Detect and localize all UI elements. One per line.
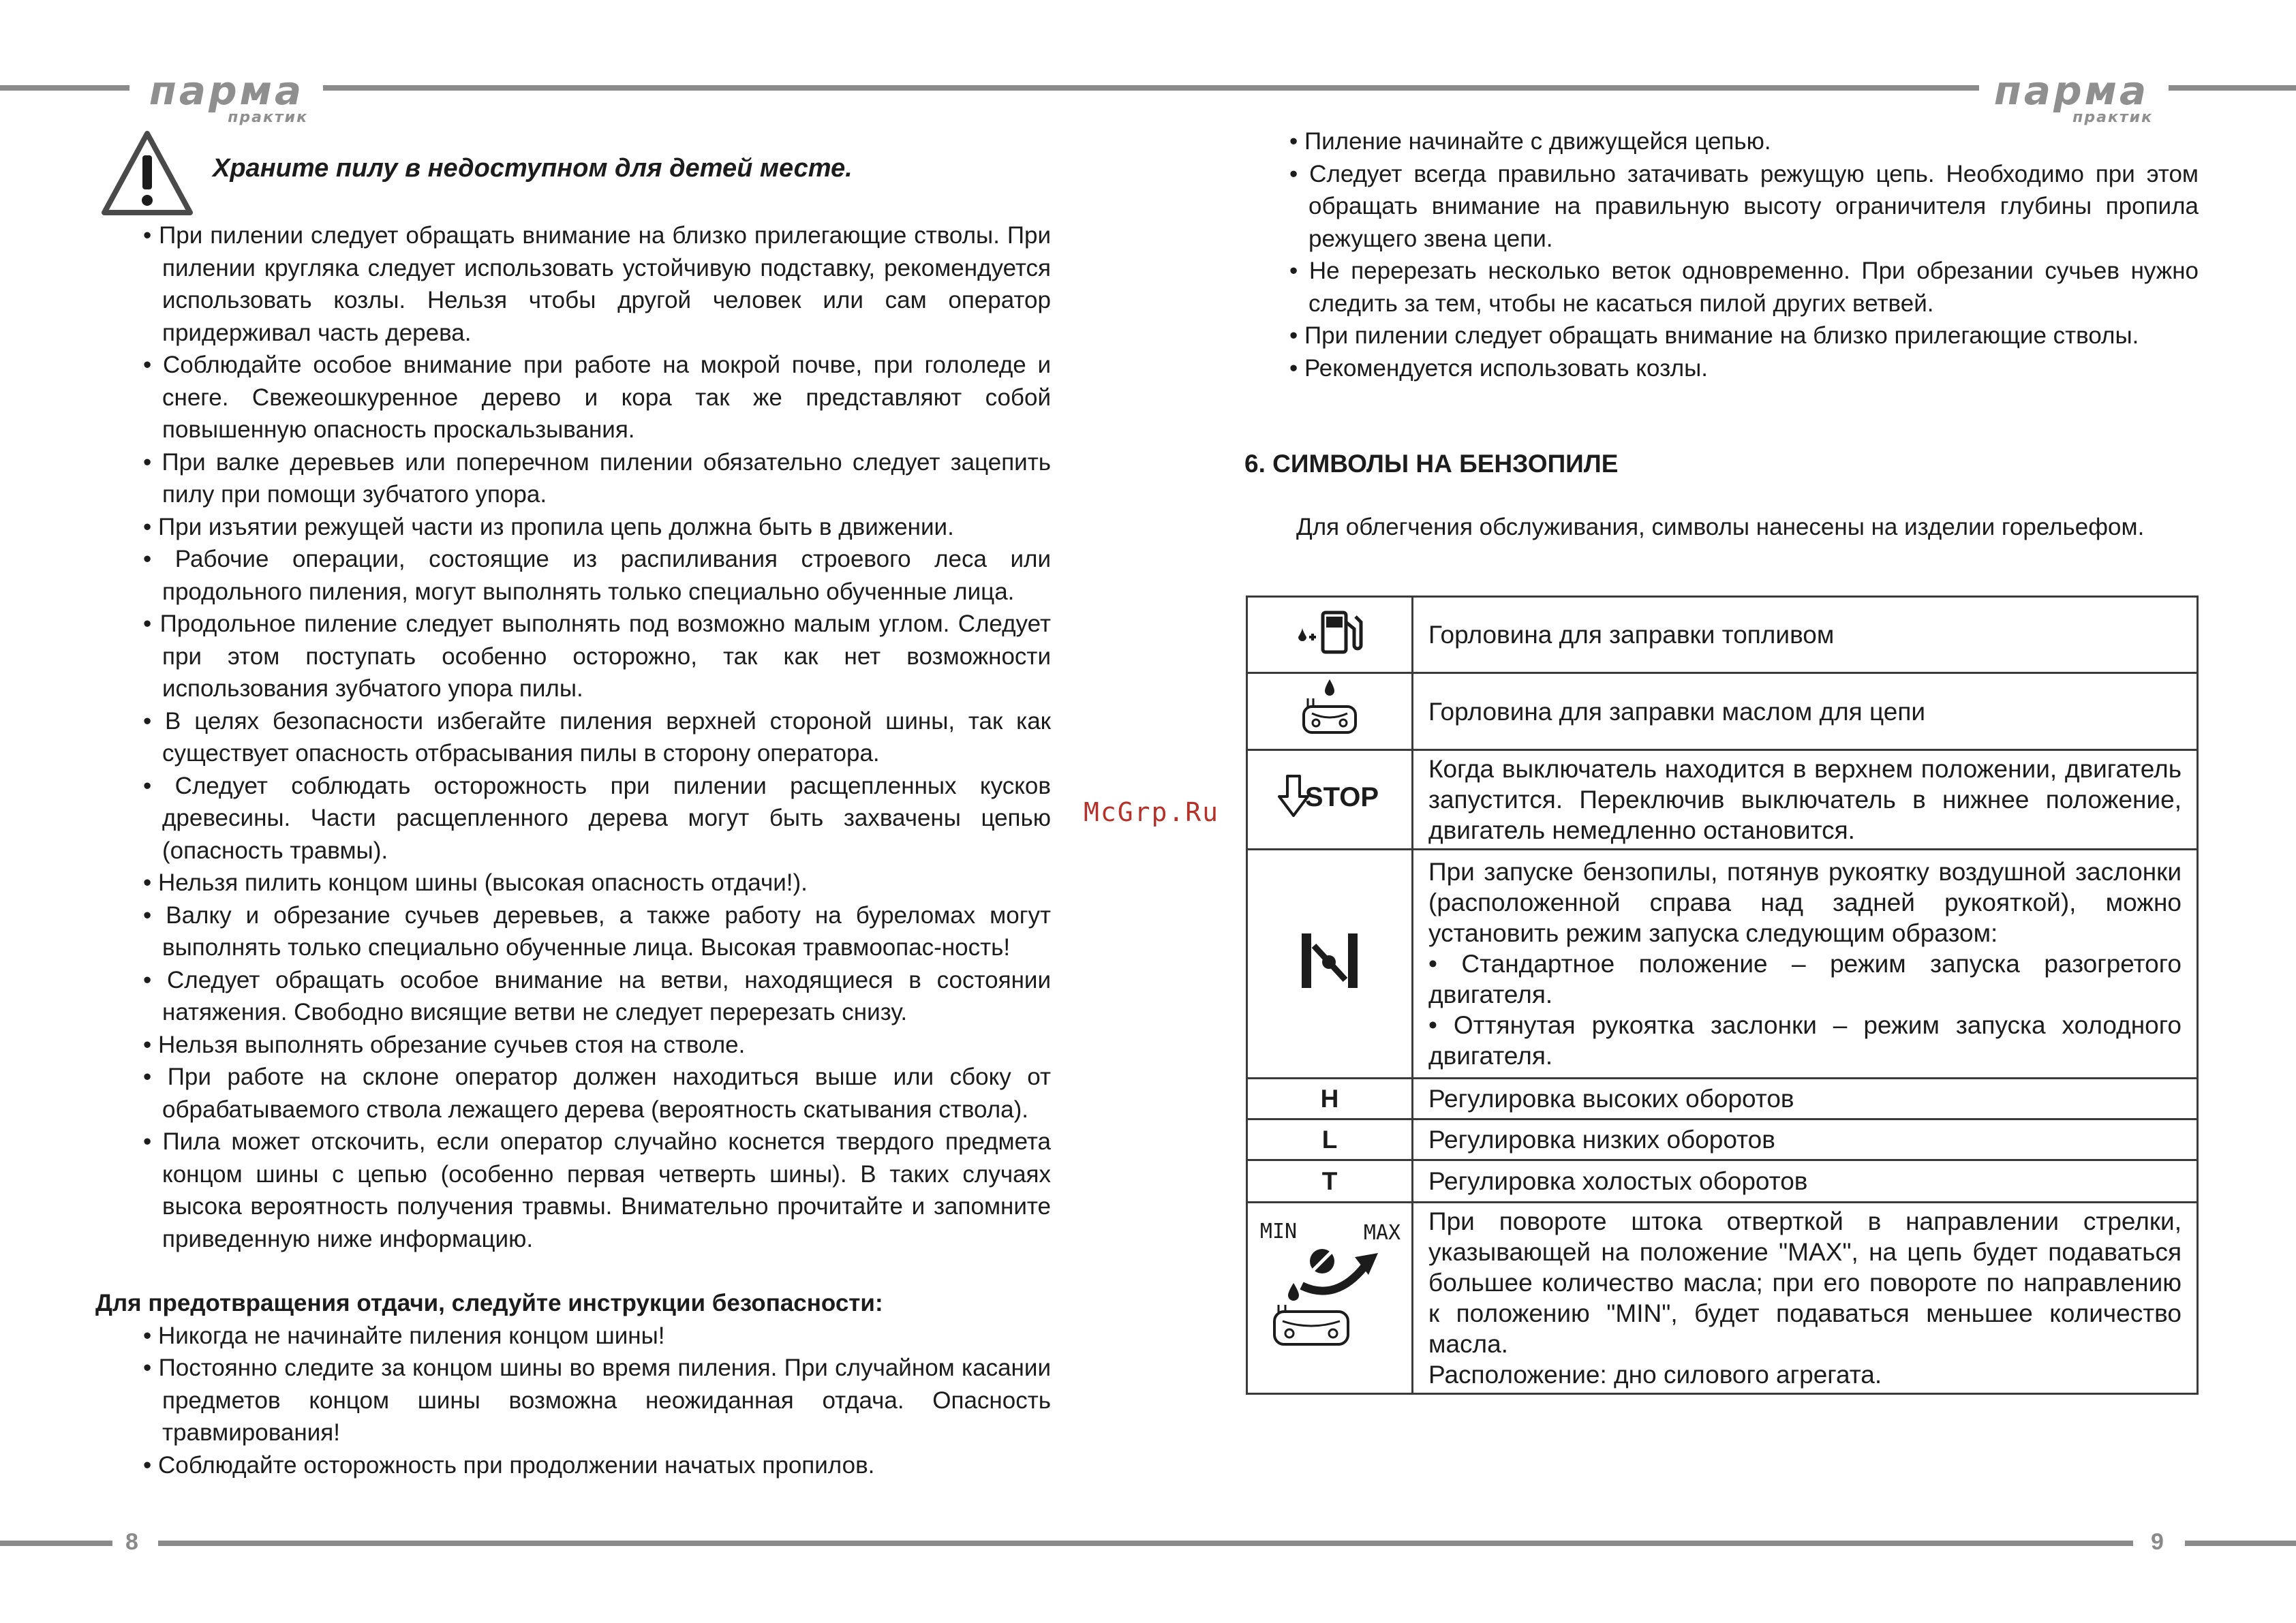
- list-item: • Продольное пиление следует выполнять под возможно малым углом. Следует при этом поступать особенно осторожно, так как нет возможности использования зубчатого упора пилы.: [143, 610, 1051, 702]
- list-item: • Соблюдайте осторожность при продолжении начатых пропилов.: [143, 1451, 875, 1479]
- section-title: 6. СИМВОЛЫ НА БЕНЗОПИЛЕ: [1244, 450, 1619, 478]
- symbol-description: Горловина для заправки маслом для цепи: [1413, 673, 2198, 750]
- warning-triangle-icon: [99, 128, 196, 221]
- svg-text:MAX: MAX: [1363, 1221, 1401, 1245]
- svg-text:MIN: MIN: [1259, 1220, 1298, 1243]
- list-item: • Не перерезать несколько веток одновременно. При обрезании сучьев нужно следить за тем, чтобы не касаться пилой других ветвей.: [1289, 258, 2199, 317]
- list-item: • Нельзя пилить концом шины (высокая опасность отдачи!).: [143, 869, 808, 896]
- header-rule-left-a: [0, 85, 129, 91]
- letter-h-symbol: H: [1247, 1079, 1413, 1119]
- list-item: • В целях безопасности избегайте пиления верхней стороной шины, так как существует опасность отбрасывания пилы в сторону оператора.: [143, 707, 1051, 767]
- header-rule-right: [2169, 85, 2296, 91]
- table-row: [1247, 1203, 2198, 1394]
- list-item: • Валку и обрезание сучьев деревьев, а также работу на буреломах могут выполнять только специально обученные лица. Высокая травмоопас-ность!: [143, 901, 1051, 961]
- list-item: • Никогда не начинайте пиления концом шины!: [143, 1322, 665, 1349]
- kickback-heading: Для предотвращения отдачи, следуйте инструкции безопасности:: [95, 1290, 883, 1316]
- list-item: • Пила может отскочить, если оператор случайно коснется твердого предмета концом шины с цепью (особенно первая четверть шины). В таких случаях высока вероятность получения травмы. Внимательно прочитайте и запомните приведенную ниже информацию.: [143, 1128, 1051, 1252]
- list-item: • При работе на склоне оператор должен находиться выше или сбоку от обрабатываемого ствола лежащего дерева (вероятность скатывания ствола).: [143, 1064, 1051, 1123]
- list-item: • Рекомендуется использовать козлы.: [1289, 354, 1709, 382]
- list-item: • Соблюдайте особое внимание при работе на мокрой почве, при гололеде и снеге. Свежеошкуренное дерево и кора так же представляют собой повышенную опасность проскальзывания.: [143, 352, 1051, 443]
- choke-icon: [1247, 850, 1413, 1079]
- table-row: [1247, 1119, 2198, 1160]
- left-column: [95, 219, 1051, 1481]
- page-number-right: 9: [2151, 1529, 2164, 1555]
- symbol-description: Когда выключатель находится в верхнем положении, двигатель запустится. Переключив выключатель в нижнее положение, двигатель немедленно остановится.: [1413, 750, 2198, 850]
- list-item: • Следует соблюдать осторожность при пилении расщепленных кусков древесины. Части расщепленного дерева могут быть захвачены цепью (опасность травмы).: [143, 772, 1051, 864]
- symbol-description: Регулировка низких оборотов: [1413, 1119, 2198, 1160]
- stop-switch-icon: [1247, 750, 1413, 850]
- header-rule-left-b: [323, 85, 1979, 91]
- footer-rule-left-a: [0, 1541, 112, 1546]
- footer-rule-left-b: [158, 1541, 2133, 1546]
- table-row: [1247, 673, 2198, 750]
- warning-text: Храните пилу в недоступном для детей месте.: [213, 154, 853, 183]
- table-row: [1247, 750, 2198, 850]
- list-item: • Пиление начинайте с движущейся цепью.: [1289, 128, 1771, 155]
- brand-logo-left: парма практик: [149, 67, 308, 126]
- list-item: • Нельзя выполнять обрезание сучьев стоя на стволе.: [143, 1031, 746, 1058]
- right-column: [1289, 125, 2199, 384]
- letter-t-symbol: T: [1247, 1160, 1413, 1203]
- footer-rule-right: [2185, 1541, 2296, 1546]
- watermark: McGrp.Ru: [1084, 797, 1220, 827]
- symbols-table: [1246, 596, 2199, 1395]
- fuel-pump-icon: [1247, 597, 1413, 673]
- list-item: • При пилении следует обращать внимание на близко прилегающие стволы.: [1289, 322, 2139, 349]
- list-item: • При валке деревьев или поперечном пилении обязательно следует зацепить пилу при помощи зубчатого упора.: [143, 448, 1051, 508]
- table-row: [1247, 1160, 2198, 1203]
- symbol-description: Горловина для заправки топливом: [1413, 597, 2198, 673]
- table-row: [1247, 1079, 2198, 1119]
- oil-adjust-icon: [1247, 1203, 1413, 1394]
- symbol-description: Регулировка высоких оборотов: [1413, 1079, 2198, 1119]
- page-number-left: 8: [125, 1529, 138, 1555]
- symbol-description: При повороте штока отверткой в направлении стрелки, указывающей на положение "MAX", на цепь будет подаваться большее количество масла; при его повороте по направлению к положению "MIN", будет подаваться меньшее количество масла. Расположение: дно силового агрегата.: [1413, 1203, 2198, 1394]
- brand-logo-right: парма практик: [1993, 67, 2153, 126]
- symbol-description: При запуске бензопилы, потянув рукоятку воздушной заслонки (расположенной справа над задней рукояткой), можно установить режим запуска следующим образом: • Стандартное положение – режим запуска разогретого двигателя. • Оттянутая рукоятка заслонки – режим запуска холодного двигателя.: [1413, 850, 2198, 1079]
- chain-oil-icon: [1247, 673, 1413, 750]
- list-item: • Постоянно следите за концом шины во время пиления. При случайном касании предметов концом шины возможна неожиданная отдача. Опасность травмирования!: [143, 1355, 1051, 1446]
- list-item: • Следует всегда правильно затачивать режущую цепь. Необходимо при этом обращать внимание на правильную высоту ограничителя глубины пропила режущего звена цепи.: [1289, 160, 2199, 252]
- list-item: • Рабочие операции, состоящие из распиливания строевого леса или продольного пиления, могут выполнять только специально обученные лица.: [143, 546, 1051, 605]
- section-intro: Для облегчения обслуживания, символы нанесены на изделии горельефом.: [1296, 514, 2145, 540]
- symbol-description: Регулировка холостых оборотов: [1413, 1160, 2198, 1203]
- stop-label: STOP: [1304, 782, 1379, 812]
- letter-l-symbol: L: [1247, 1119, 1413, 1160]
- list-item: • При изъятии режущей части из пропила цепь должна быть в движении.: [143, 513, 954, 540]
- table-row: [1247, 850, 2198, 1079]
- list-item: • Следует обращать особое внимание на ветви, находящиеся в состоянии натяжения. Свободно висящие ветви не следует перерезать снизу.: [143, 966, 1051, 1025]
- list-item: • При пилении следует обращать внимание на близко прилегающие стволы. При пилении кругляка следует использовать устойчивую подставку, рекомендуется использовать козлы. Нельзя чтобы другой человек или сам оператор придерживал часть дерева.: [143, 222, 1051, 346]
- table-row: [1247, 597, 2198, 673]
